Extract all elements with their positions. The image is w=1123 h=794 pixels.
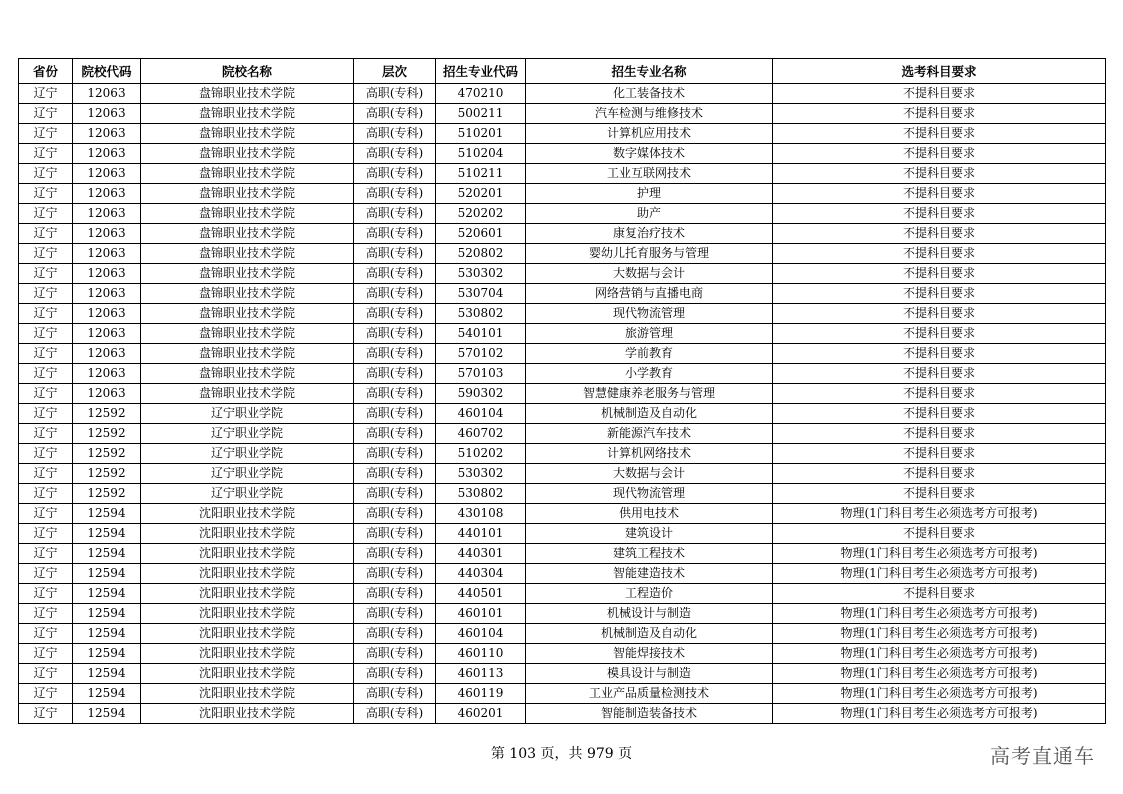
cell-level: 高职(专科)	[354, 644, 436, 664]
cell-school-code: 12063	[73, 84, 141, 104]
cell-school-code: 12063	[73, 244, 141, 264]
cell-province: 辽宁	[19, 584, 73, 604]
cell-major-name: 建筑设计	[526, 524, 773, 544]
cell-school-name: 盘锦职业技术学院	[141, 104, 354, 124]
table-row	[19, 144, 1106, 164]
cell-major-code: 460110	[436, 644, 526, 664]
cell-major-code: 530302	[436, 264, 526, 284]
cell-school-name: 盘锦职业技术学院	[141, 204, 354, 224]
cell-school-code: 12594	[73, 564, 141, 584]
cell-province: 辽宁	[19, 324, 73, 344]
cell-major-code: 510204	[436, 144, 526, 164]
cell-province: 辽宁	[19, 544, 73, 564]
table-row	[19, 344, 1106, 364]
cell-level: 高职(专科)	[354, 204, 436, 224]
cell-major-code: 440301	[436, 544, 526, 564]
cell-province: 辽宁	[19, 484, 73, 504]
page-number: 第 103 页，共 979 页	[490, 746, 633, 762]
cell-school-code: 12063	[73, 264, 141, 284]
cell-school-name: 盘锦职业技术学院	[141, 84, 354, 104]
cell-school-code: 12063	[73, 144, 141, 164]
cell-school-name: 沈阳职业技术学院	[141, 604, 354, 624]
table-row	[19, 164, 1106, 184]
cell-level: 高职(专科)	[354, 524, 436, 544]
admission-table	[18, 58, 1106, 724]
cell-major-name: 现代物流管理	[526, 484, 773, 504]
table-row	[19, 484, 1106, 504]
cell-province: 辽宁	[19, 264, 73, 284]
table-row	[19, 564, 1106, 584]
cell-subject-requirement: 物理(1门科目考生必须选考方可报考)	[773, 624, 1106, 644]
cell-school-name: 盘锦职业技术学院	[141, 284, 354, 304]
cell-level: 高职(专科)	[354, 564, 436, 584]
table-row	[19, 224, 1106, 244]
header-major-name: 招生专业名称	[526, 59, 773, 84]
cell-school-code: 12592	[73, 404, 141, 424]
cell-province: 辽宁	[19, 304, 73, 324]
cell-level: 高职(专科)	[354, 304, 436, 324]
cell-province: 辽宁	[19, 344, 73, 364]
cell-province: 辽宁	[19, 624, 73, 644]
cell-major-name: 婴幼儿托育服务与管理	[526, 244, 773, 264]
cell-level: 高职(专科)	[354, 464, 436, 484]
cell-major-name: 智能制造装备技术	[526, 704, 773, 724]
cell-school-code: 12594	[73, 524, 141, 544]
cell-province: 辽宁	[19, 364, 73, 384]
cell-school-code: 12594	[73, 624, 141, 644]
cell-school-name: 沈阳职业技术学院	[141, 684, 354, 704]
cell-major-code: 460101	[436, 604, 526, 624]
cell-subject-requirement: 不提科目要求	[773, 164, 1106, 184]
cell-major-name: 小学教育	[526, 364, 773, 384]
cell-school-name: 盘锦职业技术学院	[141, 384, 354, 404]
cell-subject-requirement: 不提科目要求	[773, 464, 1106, 484]
cell-subject-requirement: 不提科目要求	[773, 244, 1106, 264]
cell-school-code: 12592	[73, 444, 141, 464]
table-row	[19, 104, 1106, 124]
cell-school-code: 12594	[73, 604, 141, 624]
cell-major-name: 机械制造及自动化	[526, 404, 773, 424]
cell-province: 辽宁	[19, 84, 73, 104]
cell-major-name: 机械设计与制造	[526, 604, 773, 624]
cell-major-code: 530802	[436, 484, 526, 504]
cell-major-code: 460702	[436, 424, 526, 444]
cell-province: 辽宁	[19, 144, 73, 164]
cell-school-name: 辽宁职业学院	[141, 424, 354, 444]
cell-major-code: 460104	[436, 404, 526, 424]
cell-major-name: 智能焊接技术	[526, 644, 773, 664]
cell-province: 辽宁	[19, 224, 73, 244]
cell-level: 高职(专科)	[354, 664, 436, 684]
cell-major-code: 530302	[436, 464, 526, 484]
cell-level: 高职(专科)	[354, 324, 436, 344]
cell-level: 高职(专科)	[354, 264, 436, 284]
cell-major-name: 现代物流管理	[526, 304, 773, 324]
cell-subject-requirement: 不提科目要求	[773, 524, 1106, 544]
cell-subject-requirement: 不提科目要求	[773, 224, 1106, 244]
cell-school-name: 盘锦职业技术学院	[141, 144, 354, 164]
cell-subject-requirement: 不提科目要求	[773, 384, 1106, 404]
table-row	[19, 504, 1106, 524]
cell-school-code: 12063	[73, 384, 141, 404]
cell-school-name: 盘锦职业技术学院	[141, 164, 354, 184]
cell-major-name: 智慧健康养老服务与管理	[526, 384, 773, 404]
cell-school-name: 沈阳职业技术学院	[141, 664, 354, 684]
cell-school-name: 沈阳职业技术学院	[141, 704, 354, 724]
cell-subject-requirement: 不提科目要求	[773, 184, 1106, 204]
cell-level: 高职(专科)	[354, 144, 436, 164]
cell-province: 辽宁	[19, 604, 73, 624]
cell-school-name: 沈阳职业技术学院	[141, 504, 354, 524]
header-subject-requirement: 选考科目要求	[773, 59, 1106, 84]
cell-province: 辽宁	[19, 564, 73, 584]
cell-subject-requirement: 物理(1门科目考生必须选考方可报考)	[773, 684, 1106, 704]
cell-province: 辽宁	[19, 704, 73, 724]
cell-major-name: 建筑工程技术	[526, 544, 773, 564]
table-row	[19, 364, 1106, 384]
cell-subject-requirement: 不提科目要求	[773, 204, 1106, 224]
table-row	[19, 324, 1106, 344]
cell-school-code: 12063	[73, 164, 141, 184]
cell-major-name: 工程造价	[526, 584, 773, 604]
cell-subject-requirement: 物理(1门科目考生必须选考方可报考)	[773, 544, 1106, 564]
cell-province: 辽宁	[19, 644, 73, 664]
cell-province: 辽宁	[19, 504, 73, 524]
cell-major-code: 430108	[436, 504, 526, 524]
cell-major-name: 化工装备技术	[526, 84, 773, 104]
cell-province: 辽宁	[19, 684, 73, 704]
cell-school-name: 盘锦职业技术学院	[141, 304, 354, 324]
cell-school-name: 沈阳职业技术学院	[141, 524, 354, 544]
cell-major-name: 机械制造及自动化	[526, 624, 773, 644]
table-row	[19, 184, 1106, 204]
cell-school-code: 12063	[73, 104, 141, 124]
table-row	[19, 584, 1106, 604]
cell-school-code: 12592	[73, 484, 141, 504]
cell-school-code: 12594	[73, 664, 141, 684]
cell-school-name: 盘锦职业技术学院	[141, 344, 354, 364]
cell-province: 辽宁	[19, 124, 73, 144]
cell-school-code: 12594	[73, 644, 141, 664]
cell-major-name: 网络营销与直播电商	[526, 284, 773, 304]
table-row	[19, 384, 1106, 404]
cell-school-code: 12063	[73, 224, 141, 244]
cell-school-name: 沈阳职业技术学院	[141, 564, 354, 584]
cell-school-code: 12063	[73, 324, 141, 344]
table-row	[19, 264, 1106, 284]
cell-province: 辽宁	[19, 404, 73, 424]
header-school-code: 院校代码	[73, 59, 141, 84]
cell-level: 高职(专科)	[354, 704, 436, 724]
cell-school-name: 辽宁职业学院	[141, 484, 354, 504]
cell-school-name: 盘锦职业技术学院	[141, 324, 354, 344]
header-level: 层次	[354, 59, 436, 84]
cell-major-code: 460113	[436, 664, 526, 684]
cell-subject-requirement: 不提科目要求	[773, 584, 1106, 604]
cell-major-code: 500211	[436, 104, 526, 124]
cell-school-code: 12594	[73, 684, 141, 704]
cell-subject-requirement: 不提科目要求	[773, 444, 1106, 464]
cell-school-name: 盘锦职业技术学院	[141, 184, 354, 204]
cell-major-code: 530704	[436, 284, 526, 304]
cell-level: 高职(专科)	[354, 364, 436, 384]
cell-school-code: 12594	[73, 504, 141, 524]
cell-major-code: 570103	[436, 364, 526, 384]
table-row	[19, 464, 1106, 484]
cell-level: 高职(专科)	[354, 84, 436, 104]
cell-major-name: 康复治疗技术	[526, 224, 773, 244]
cell-school-name: 沈阳职业技术学院	[141, 644, 354, 664]
cell-major-code: 520201	[436, 184, 526, 204]
cell-major-name: 工业互联网技术	[526, 164, 773, 184]
table-body	[19, 84, 1106, 724]
cell-major-code: 440101	[436, 524, 526, 544]
cell-subject-requirement: 物理(1门科目考生必须选考方可报考)	[773, 664, 1106, 684]
cell-subject-requirement: 不提科目要求	[773, 484, 1106, 504]
cell-major-code: 440501	[436, 584, 526, 604]
cell-major-name: 工业产品质量检测技术	[526, 684, 773, 704]
cell-level: 高职(专科)	[354, 584, 436, 604]
cell-major-name: 计算机网络技术	[526, 444, 773, 464]
cell-province: 辽宁	[19, 204, 73, 224]
table-row	[19, 524, 1106, 544]
cell-school-code: 12063	[73, 124, 141, 144]
header-major-code: 招生专业代码	[436, 59, 526, 84]
cell-province: 辽宁	[19, 524, 73, 544]
cell-major-code: 520601	[436, 224, 526, 244]
cell-level: 高职(专科)	[354, 484, 436, 504]
watermark-logo: 高考直通车	[990, 744, 1095, 768]
cell-major-name: 供用电技术	[526, 504, 773, 524]
cell-major-code: 460201	[436, 704, 526, 724]
cell-subject-requirement: 不提科目要求	[773, 304, 1106, 324]
cell-subject-requirement: 不提科目要求	[773, 424, 1106, 444]
cell-subject-requirement: 不提科目要求	[773, 144, 1106, 164]
table-row	[19, 204, 1106, 224]
cell-school-name: 盘锦职业技术学院	[141, 364, 354, 384]
cell-school-code: 12063	[73, 304, 141, 324]
cell-province: 辽宁	[19, 424, 73, 444]
cell-subject-requirement: 不提科目要求	[773, 84, 1106, 104]
cell-major-code: 570102	[436, 344, 526, 364]
cell-major-code: 530802	[436, 304, 526, 324]
cell-subject-requirement: 物理(1门科目考生必须选考方可报考)	[773, 604, 1106, 624]
cell-major-name: 学前教育	[526, 344, 773, 364]
cell-major-name: 新能源汽车技术	[526, 424, 773, 444]
table-row	[19, 444, 1106, 464]
cell-level: 高职(专科)	[354, 344, 436, 364]
cell-school-name: 盘锦职业技术学院	[141, 124, 354, 144]
cell-level: 高职(专科)	[354, 384, 436, 404]
cell-school-name: 辽宁职业学院	[141, 404, 354, 424]
table-row	[19, 624, 1106, 644]
cell-major-code: 440304	[436, 564, 526, 584]
cell-province: 辽宁	[19, 184, 73, 204]
cell-school-code: 12594	[73, 584, 141, 604]
cell-province: 辽宁	[19, 164, 73, 184]
cell-province: 辽宁	[19, 464, 73, 484]
cell-major-name: 护理	[526, 184, 773, 204]
header-province: 省份	[19, 59, 73, 84]
cell-school-code: 12063	[73, 184, 141, 204]
cell-school-code: 12594	[73, 704, 141, 724]
cell-province: 辽宁	[19, 244, 73, 264]
cell-level: 高职(专科)	[354, 424, 436, 444]
cell-province: 辽宁	[19, 444, 73, 464]
cell-level: 高职(专科)	[354, 104, 436, 124]
cell-major-code: 510211	[436, 164, 526, 184]
cell-major-name: 计算机应用技术	[526, 124, 773, 144]
cell-major-code: 510201	[436, 124, 526, 144]
cell-level: 高职(专科)	[354, 604, 436, 624]
table-row	[19, 644, 1106, 664]
cell-province: 辽宁	[19, 104, 73, 124]
table-row	[19, 544, 1106, 564]
cell-school-code: 12594	[73, 544, 141, 564]
table-row	[19, 704, 1106, 724]
cell-level: 高职(专科)	[354, 284, 436, 304]
cell-school-code: 12063	[73, 364, 141, 384]
cell-school-name: 沈阳职业技术学院	[141, 544, 354, 564]
cell-school-name: 辽宁职业学院	[141, 444, 354, 464]
cell-subject-requirement: 物理(1门科目考生必须选考方可报考)	[773, 704, 1106, 724]
cell-school-code: 12063	[73, 284, 141, 304]
cell-subject-requirement: 不提科目要求	[773, 404, 1106, 424]
cell-major-name: 数字媒体技术	[526, 144, 773, 164]
table-row	[19, 124, 1106, 144]
cell-level: 高职(专科)	[354, 444, 436, 464]
cell-school-code: 12592	[73, 464, 141, 484]
cell-subject-requirement: 不提科目要求	[773, 124, 1106, 144]
cell-major-code: 520802	[436, 244, 526, 264]
cell-major-code: 540101	[436, 324, 526, 344]
table-row	[19, 404, 1106, 424]
cell-subject-requirement: 物理(1门科目考生必须选考方可报考)	[773, 564, 1106, 584]
cell-subject-requirement: 不提科目要求	[773, 264, 1106, 284]
cell-school-name: 盘锦职业技术学院	[141, 264, 354, 284]
cell-level: 高职(专科)	[354, 124, 436, 144]
cell-level: 高职(专科)	[354, 404, 436, 424]
cell-level: 高职(专科)	[354, 224, 436, 244]
cell-major-code: 510202	[436, 444, 526, 464]
cell-level: 高职(专科)	[354, 184, 436, 204]
table-row	[19, 424, 1106, 444]
cell-school-name: 盘锦职业技术学院	[141, 224, 354, 244]
cell-major-name: 大数据与会计	[526, 464, 773, 484]
table-row	[19, 304, 1106, 324]
cell-level: 高职(专科)	[354, 164, 436, 184]
cell-major-code: 460104	[436, 624, 526, 644]
cell-province: 辽宁	[19, 284, 73, 304]
table-row	[19, 664, 1106, 684]
cell-subject-requirement: 不提科目要求	[773, 284, 1106, 304]
cell-school-code: 12592	[73, 424, 141, 444]
cell-major-name: 旅游管理	[526, 324, 773, 344]
table-row	[19, 244, 1106, 264]
cell-major-code: 590302	[436, 384, 526, 404]
cell-major-name: 大数据与会计	[526, 264, 773, 284]
cell-level: 高职(专科)	[354, 544, 436, 564]
cell-school-code: 12063	[73, 344, 141, 364]
cell-school-name: 盘锦职业技术学院	[141, 244, 354, 264]
cell-major-name: 汽车检测与维修技术	[526, 104, 773, 124]
table-header-row	[19, 59, 1106, 84]
cell-subject-requirement: 不提科目要求	[773, 324, 1106, 344]
cell-level: 高职(专科)	[354, 504, 436, 524]
table-row	[19, 604, 1106, 624]
cell-level: 高职(专科)	[354, 244, 436, 264]
table-row	[19, 684, 1106, 704]
cell-major-name: 模具设计与制造	[526, 664, 773, 684]
table-row	[19, 84, 1106, 104]
cell-subject-requirement: 物理(1门科目考生必须选考方可报考)	[773, 644, 1106, 664]
cell-subject-requirement: 不提科目要求	[773, 344, 1106, 364]
cell-subject-requirement: 不提科目要求	[773, 364, 1106, 384]
cell-subject-requirement: 不提科目要求	[773, 104, 1106, 124]
cell-school-code: 12063	[73, 204, 141, 224]
header-school-name: 院校名称	[141, 59, 354, 84]
cell-province: 辽宁	[19, 664, 73, 684]
cell-major-code: 460119	[436, 684, 526, 704]
cell-subject-requirement: 物理(1门科目考生必须选考方可报考)	[773, 504, 1106, 524]
cell-school-name: 沈阳职业技术学院	[141, 624, 354, 644]
cell-province: 辽宁	[19, 384, 73, 404]
cell-major-name: 助产	[526, 204, 773, 224]
cell-major-code: 520202	[436, 204, 526, 224]
table-row	[19, 284, 1106, 304]
cell-level: 高职(专科)	[354, 684, 436, 704]
cell-level: 高职(专科)	[354, 624, 436, 644]
cell-major-code: 470210	[436, 84, 526, 104]
cell-major-name: 智能建造技术	[526, 564, 773, 584]
cell-school-name: 辽宁职业学院	[141, 464, 354, 484]
cell-school-name: 沈阳职业技术学院	[141, 584, 354, 604]
